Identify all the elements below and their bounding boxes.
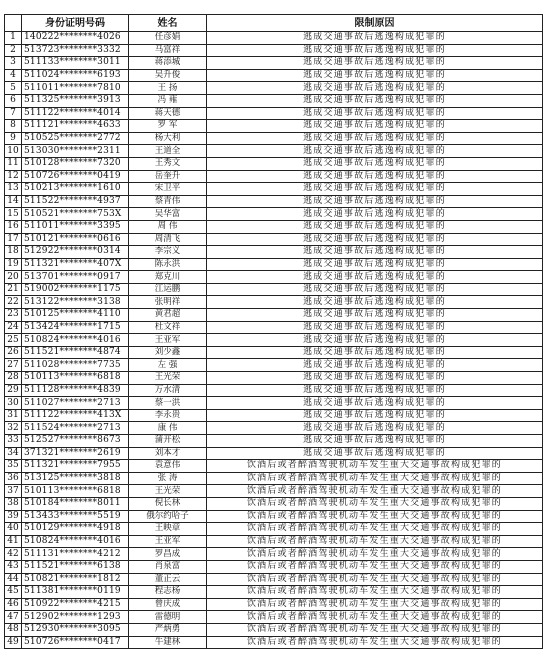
id-number-cell: 513122********3138 [22, 296, 129, 309]
id-number-cell: 511321********7955 [22, 460, 129, 473]
row-index: 27 [5, 359, 22, 372]
id-number-cell: 513125********3818 [22, 472, 129, 485]
reason-cell: 逃成交通事故后逃逸构成犯罪的 [207, 309, 543, 322]
reason-cell: 逃成交通事故后逃逸构成犯罪的 [207, 57, 543, 70]
name-cell: 牛建林 [129, 636, 207, 649]
header-index [5, 15, 22, 32]
id-number-cell: 513701********0917 [22, 271, 129, 284]
table-row [5, 82, 543, 95]
name-cell: 冯 雍 [129, 94, 207, 107]
row-index: 46 [5, 598, 22, 611]
row-index: 6 [5, 94, 22, 107]
reason-cell: 逃成交通事故后逃逸构成犯罪的 [207, 397, 543, 410]
row-index: 35 [5, 460, 22, 473]
row-index: 39 [5, 510, 22, 523]
reason-cell: 逃成交通事故后逃逸构成犯罪的 [207, 246, 543, 259]
id-number-cell: 510184********8011 [22, 497, 129, 510]
reason-cell: 逃成交通事故后逃逸构成犯罪的 [207, 195, 543, 208]
table-row [5, 598, 543, 611]
id-number-cell: 511522********4937 [22, 195, 129, 208]
table-row [5, 321, 543, 334]
header-name: 姓名 [129, 15, 207, 32]
row-index: 24 [5, 321, 22, 334]
table-row [5, 69, 543, 82]
row-index: 3 [5, 57, 22, 70]
id-number-cell: 511133********3011 [22, 57, 129, 70]
id-number-cell: 511131********4212 [22, 548, 129, 561]
row-index: 10 [5, 145, 22, 158]
id-number-cell: 510128********7320 [22, 157, 129, 170]
id-number-cell: 510726********0419 [22, 170, 129, 183]
id-number-cell: 511121********4633 [22, 120, 129, 133]
id-number-cell: 510121********0616 [22, 233, 129, 246]
table-body [5, 32, 543, 649]
reason-cell: 逃成交通事故后逃逸构成犯罪的 [207, 132, 543, 145]
reason-cell: 逃成交通事故后逃逸构成犯罪的 [207, 422, 543, 435]
table-row [5, 372, 543, 385]
name-cell: 左 强 [129, 359, 207, 372]
id-number-cell: 510821********1812 [22, 573, 129, 586]
table-row [5, 409, 543, 422]
row-index: 20 [5, 271, 22, 284]
reason-cell: 逃成交通事故后逃逸构成犯罪的 [207, 208, 543, 221]
table-row [5, 485, 543, 498]
row-index: 18 [5, 246, 22, 259]
name-cell: 宋卫平 [129, 183, 207, 196]
id-number-cell: 512902********1293 [22, 611, 129, 624]
name-cell: 雷德明 [129, 611, 207, 624]
id-number-cell: 511521********6138 [22, 560, 129, 573]
row-index: 28 [5, 372, 22, 385]
name-cell: 董正云 [129, 573, 207, 586]
table-row [5, 435, 543, 448]
row-index: 17 [5, 233, 22, 246]
id-number-cell: 511011********7810 [22, 82, 129, 95]
table-row [5, 523, 543, 536]
table-row [5, 107, 543, 120]
row-index: 1 [5, 32, 22, 45]
reason-cell: 逃成交通事故后逃逸构成犯罪的 [207, 409, 543, 422]
id-number-cell: 511128********4839 [22, 384, 129, 397]
reason-cell: 逃成交通事故后逃逸构成犯罪的 [207, 233, 543, 246]
reason-cell: 逃成交通事故后逃逸构成犯罪的 [207, 384, 543, 397]
name-cell: 黄君超 [129, 309, 207, 322]
id-number-cell: 510525********2772 [22, 132, 129, 145]
table-row [5, 208, 543, 221]
table-row [5, 397, 543, 410]
reason-cell: 逃成交通事故后逃逸构成犯罪的 [207, 170, 543, 183]
name-cell: 王 扬 [129, 82, 207, 95]
table-row [5, 359, 543, 372]
name-cell: 杨大利 [129, 132, 207, 145]
reason-cell: 逃成交通事故后逃逸构成犯罪的 [207, 44, 543, 57]
name-cell: 刘少鑫 [129, 346, 207, 359]
reason-cell: 逃成交通事故后逃逸构成犯罪的 [207, 145, 543, 158]
row-index: 34 [5, 447, 22, 460]
reason-cell: 饮酒后或者醉酒驾驶机动车发生重大交通事故构成犯罪的 [207, 623, 543, 636]
reason-cell: 饮酒后或者醉酒驾驶机动车发生重大交通事故构成犯罪的 [207, 535, 543, 548]
id-number-cell: 510113********6818 [22, 485, 129, 498]
reason-cell: 逃成交通事故后逃逸构成犯罪的 [207, 32, 543, 45]
row-index: 40 [5, 523, 22, 536]
table-row [5, 94, 543, 107]
table-row [5, 246, 543, 259]
row-index: 36 [5, 472, 22, 485]
name-cell: 张明祥 [129, 296, 207, 309]
table-row [5, 548, 543, 561]
row-index: 11 [5, 157, 22, 170]
row-index: 45 [5, 586, 22, 599]
id-number-cell: 511122********413X [22, 409, 129, 422]
name-cell: 蒋天德 [129, 107, 207, 120]
table-row [5, 132, 543, 145]
reason-cell: 逃成交通事故后逃逸构成犯罪的 [207, 447, 543, 460]
id-number-cell: 511521********4874 [22, 346, 129, 359]
table-row [5, 145, 543, 158]
row-index: 48 [5, 623, 22, 636]
reason-cell: 逃成交通事故后逃逸构成犯罪的 [207, 94, 543, 107]
table-row [5, 296, 543, 309]
row-index: 25 [5, 334, 22, 347]
reason-cell: 逃成交通事故后逃逸构成犯罪的 [207, 120, 543, 133]
id-number-cell: 512527********8673 [22, 435, 129, 448]
row-index: 15 [5, 208, 22, 221]
table-row [5, 258, 543, 271]
row-index: 37 [5, 485, 22, 498]
name-cell: 陈永洪 [129, 258, 207, 271]
id-number-cell: 510726********0417 [22, 636, 129, 649]
row-index: 8 [5, 120, 22, 133]
name-cell: 王亚军 [129, 334, 207, 347]
name-cell: 康 伟 [129, 422, 207, 435]
table-row [5, 447, 543, 460]
name-cell: 郑克川 [129, 271, 207, 284]
name-cell: 曾庆成 [129, 598, 207, 611]
reason-cell: 饮酒后或者醉酒驾驶机动车发生重大交通事故构成犯罪的 [207, 523, 543, 536]
reason-cell: 逃成交通事故后逃逸构成犯罪的 [207, 359, 543, 372]
table-row [5, 497, 543, 510]
reason-cell: 饮酒后或者醉酒驾驶机动车发生重大交通事故构成犯罪的 [207, 472, 543, 485]
id-number-cell: 510824********4016 [22, 535, 129, 548]
id-number-cell: 510113********6818 [22, 372, 129, 385]
row-index: 5 [5, 82, 22, 95]
reason-cell: 逃成交通事故后逃逸构成犯罪的 [207, 220, 543, 233]
id-number-cell: 513424********1715 [22, 321, 129, 334]
table-row [5, 560, 543, 573]
name-cell: 倪长林 [129, 497, 207, 510]
name-cell: 程志杨 [129, 586, 207, 599]
name-cell: 杜文祥 [129, 321, 207, 334]
name-cell: 张 涛 [129, 472, 207, 485]
row-index: 44 [5, 573, 22, 586]
name-cell: 王道全 [129, 145, 207, 158]
reason-cell: 饮酒后或者醉酒驾驶机动车发生重大交通事故构成犯罪的 [207, 586, 543, 599]
reason-cell: 逃成交通事故后逃逸构成犯罪的 [207, 296, 543, 309]
reason-cell: 饮酒后或者醉酒驾驶机动车发生重大交通事故构成犯罪的 [207, 485, 543, 498]
id-number-cell: 519002********1175 [22, 283, 129, 296]
name-cell: 周 伟 [129, 220, 207, 233]
name-cell: 王映章 [129, 523, 207, 536]
row-index: 7 [5, 107, 22, 120]
row-index: 42 [5, 548, 22, 561]
name-cell: 马富祥 [129, 44, 207, 57]
row-index: 14 [5, 195, 22, 208]
table-row [5, 384, 543, 397]
name-cell: 刘本才 [129, 447, 207, 460]
table-row [5, 535, 543, 548]
table-row [5, 195, 543, 208]
table-row [5, 233, 543, 246]
table-row [5, 170, 543, 183]
table-row [5, 309, 543, 322]
table-row [5, 586, 543, 599]
table-row [5, 573, 543, 586]
table-row [5, 57, 543, 70]
reason-cell: 饮酒后或者醉酒驾驶机动车发生重大交通事故构成犯罪的 [207, 510, 543, 523]
reason-cell: 逃成交通事故后逃逸构成犯罪的 [207, 372, 543, 385]
name-cell: 周清飞 [129, 233, 207, 246]
row-index: 26 [5, 346, 22, 359]
table-row [5, 346, 543, 359]
row-index: 41 [5, 535, 22, 548]
reason-cell: 饮酒后或者醉酒驾驶机动车发生重大交通事故构成犯罪的 [207, 573, 543, 586]
name-cell: 李永贵 [129, 409, 207, 422]
name-cell: 王光荣 [129, 372, 207, 385]
name-cell: 万水清 [129, 384, 207, 397]
row-index: 12 [5, 170, 22, 183]
name-cell: 罗昌成 [129, 548, 207, 561]
id-number-cell: 510213********1610 [22, 183, 129, 196]
row-index: 29 [5, 384, 22, 397]
reason-cell: 逃成交通事故后逃逸构成犯罪的 [207, 346, 543, 359]
row-index: 23 [5, 309, 22, 322]
name-cell: 吴升俊 [129, 69, 207, 82]
reason-cell: 逃成交通事故后逃逸构成犯罪的 [207, 69, 543, 82]
header-reason: 限制原因 [207, 15, 543, 32]
row-index: 32 [5, 422, 22, 435]
reason-cell: 逃成交通事故后逃逸构成犯罪的 [207, 82, 543, 95]
id-number-cell: 511325********3913 [22, 94, 129, 107]
name-cell: 蒋添城 [129, 57, 207, 70]
name-cell: 王秀文 [129, 157, 207, 170]
id-number-cell: 513030********2311 [22, 145, 129, 158]
name-cell: 袁意伟 [129, 460, 207, 473]
reason-cell: 饮酒后或者醉酒驾驶机动车发生重大交通事故构成犯罪的 [207, 611, 543, 624]
name-cell: 蒲开松 [129, 435, 207, 448]
reason-cell: 饮酒后或者醉酒驾驶机动车发生重大交通事故构成犯罪的 [207, 548, 543, 561]
reason-cell: 逃成交通事故后逃逸构成犯罪的 [207, 157, 543, 170]
id-number-cell: 512930********3095 [22, 623, 129, 636]
id-number-cell: 511524********2713 [22, 422, 129, 435]
id-number-cell: 511122********4014 [22, 107, 129, 120]
row-index: 21 [5, 283, 22, 296]
table-row [5, 334, 543, 347]
table-row [5, 611, 543, 624]
header-id-number: 身份证明号码 [22, 15, 129, 32]
name-cell: 岳奎升 [129, 170, 207, 183]
name-cell: 江运鹏 [129, 283, 207, 296]
id-number-cell: 511321********407X [22, 258, 129, 271]
name-cell: 吴华富 [129, 208, 207, 221]
name-cell: 王亚军 [129, 535, 207, 548]
name-cell: 俄尔约哈子 [129, 510, 207, 523]
id-number-cell: 511381********0119 [22, 586, 129, 599]
reason-cell: 逃成交通事故后逃逸构成犯罪的 [207, 435, 543, 448]
name-cell: 任彦娟 [129, 32, 207, 45]
restriction-table [4, 14, 543, 649]
table-row [5, 32, 543, 45]
id-number-cell: 371321********2619 [22, 447, 129, 460]
reason-cell: 逃成交通事故后逃逸构成犯罪的 [207, 107, 543, 120]
row-index: 9 [5, 132, 22, 145]
id-number-cell: 511024********6193 [22, 69, 129, 82]
row-index: 2 [5, 44, 22, 57]
table-row [5, 283, 543, 296]
reason-cell: 逃成交通事故后逃逸构成犯罪的 [207, 334, 543, 347]
row-index: 47 [5, 611, 22, 624]
row-index: 19 [5, 258, 22, 271]
id-number-cell: 512922********0314 [22, 246, 129, 259]
id-number-cell: 510824********4016 [22, 334, 129, 347]
name-cell: 王光荣 [129, 485, 207, 498]
table-row [5, 422, 543, 435]
id-number-cell: 513723********3332 [22, 44, 129, 57]
row-index: 33 [5, 435, 22, 448]
table-row [5, 460, 543, 473]
reason-cell: 逃成交通事故后逃逸构成犯罪的 [207, 271, 543, 284]
reason-cell: 逃成交通事故后逃逸构成犯罪的 [207, 321, 543, 334]
name-cell: 蔡一洪 [129, 397, 207, 410]
id-number-cell: 511011********3395 [22, 220, 129, 233]
reason-cell: 逃成交通事故后逃逸构成犯罪的 [207, 283, 543, 296]
name-cell: 李宗义 [129, 246, 207, 259]
name-cell: 蔡青伟 [129, 195, 207, 208]
id-number-cell: 510129********4918 [22, 523, 129, 536]
id-number-cell: 510125********4110 [22, 309, 129, 322]
id-number-cell: 511028********7735 [22, 359, 129, 372]
id-number-cell: 510922********4215 [22, 598, 129, 611]
row-index: 22 [5, 296, 22, 309]
name-cell: 肖泉富 [129, 560, 207, 573]
table-row [5, 183, 543, 196]
table-row [5, 271, 543, 284]
row-index: 31 [5, 409, 22, 422]
reason-cell: 饮酒后或者醉酒驾驶机动车发生重大交通事故构成犯罪的 [207, 497, 543, 510]
reason-cell: 饮酒后或者醉酒驾驶机动车发生重大交通事故构成犯罪的 [207, 560, 543, 573]
table-row [5, 220, 543, 233]
table-row [5, 120, 543, 133]
table-row [5, 636, 543, 649]
id-number-cell: 140222********4026 [22, 32, 129, 45]
id-number-cell: 511027********2713 [22, 397, 129, 410]
row-index: 30 [5, 397, 22, 410]
reason-cell: 饮酒后或者醉酒驾驶机动车发生重大交通事故构成犯罪的 [207, 598, 543, 611]
row-index: 13 [5, 183, 22, 196]
row-index: 49 [5, 636, 22, 649]
row-index: 38 [5, 497, 22, 510]
row-index: 4 [5, 69, 22, 82]
table-row [5, 472, 543, 485]
table-row [5, 157, 543, 170]
reason-cell: 逃成交通事故后逃逸构成犯罪的 [207, 183, 543, 196]
table-row [5, 44, 543, 57]
reason-cell: 饮酒后或者醉酒驾驶机动车发生重大交通事故构成犯罪的 [207, 636, 543, 649]
row-index: 43 [5, 560, 22, 573]
name-cell: 罗 军 [129, 120, 207, 133]
table-row [5, 510, 543, 523]
id-number-cell: 510521********753X [22, 208, 129, 221]
name-cell: 严炳勇 [129, 623, 207, 636]
table-row [5, 623, 543, 636]
reason-cell: 逃成交通事故后逃逸构成犯罪的 [207, 258, 543, 271]
row-index: 16 [5, 220, 22, 233]
id-number-cell: 513433********5519 [22, 510, 129, 523]
header-row [5, 15, 543, 32]
reason-cell: 饮酒后或者醉酒驾驶机动车发生重大交通事故构成犯罪的 [207, 460, 543, 473]
